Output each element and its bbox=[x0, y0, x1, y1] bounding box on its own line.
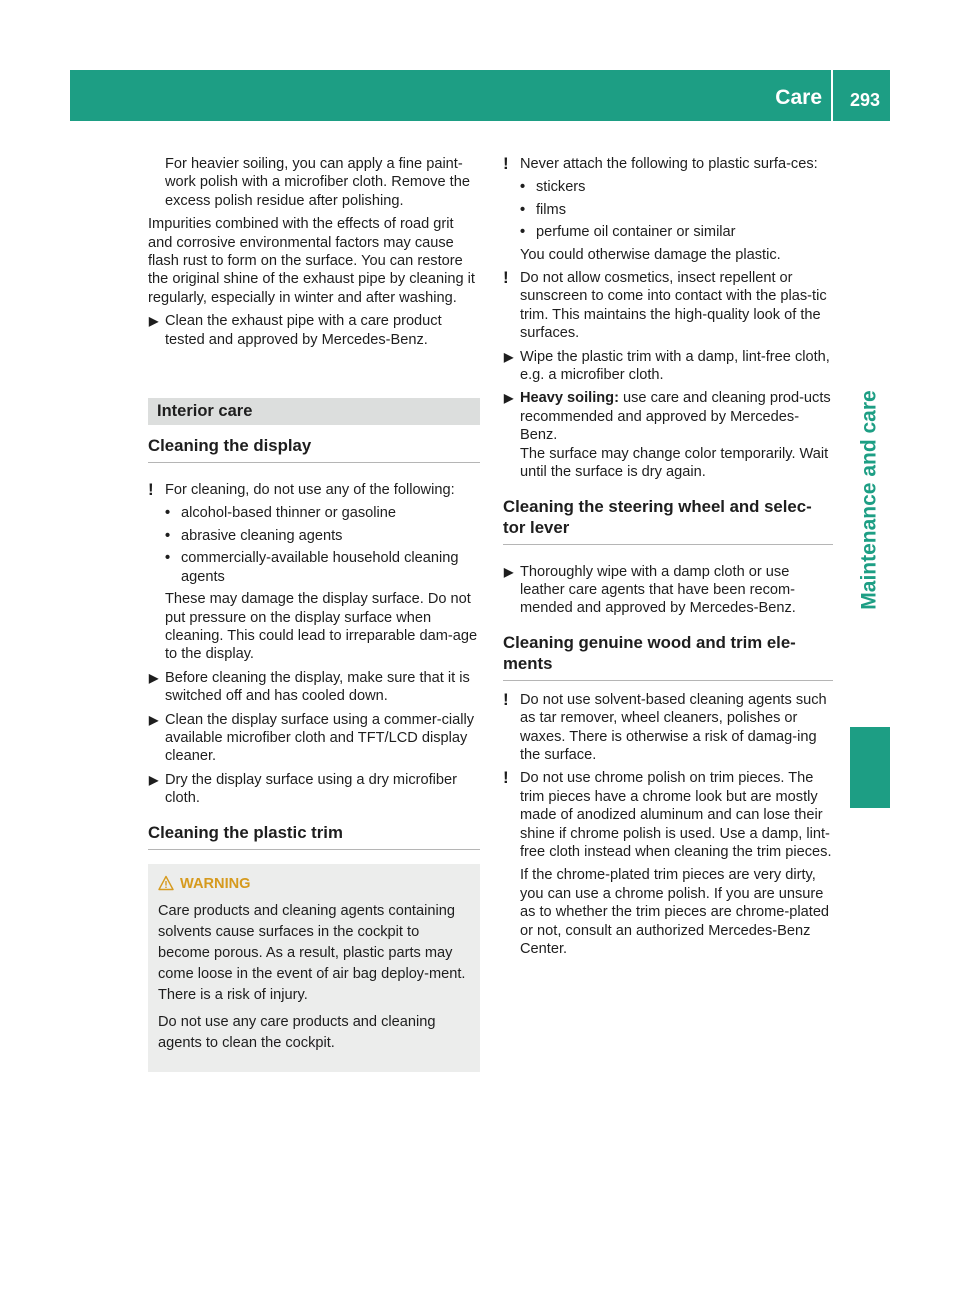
list-item-text: commercially-available household cleaning agents bbox=[181, 550, 459, 585]
warning-paragraph: Care products and cleaning agents containing solvents cause surfaces in the cockpit to become porous. As a result, plastic parts may come loose in the event of air bag deploy-ment. There is a risk of injury. bbox=[158, 902, 466, 1003]
arrow-icon: ▶ bbox=[504, 391, 514, 406]
note-item bbox=[503, 155, 833, 173]
right-column bbox=[503, 155, 833, 963]
step-text: use care and cleaning prod-ucts recommended and approved by Mercedes-Benz. bbox=[520, 390, 831, 444]
heading-steering-wheel: Cleaning the steering wheel and selec-tor lever bbox=[503, 496, 833, 545]
note-text: Do not use solvent-based cleaning agents such as tar remover, wheel cleaners, polishes or waxes. There is otherwise a risk of damag-ing the surface. bbox=[520, 691, 827, 763]
side-tab bbox=[850, 290, 890, 710]
side-tab-label: Maintenance and care bbox=[858, 390, 882, 610]
step-text: Wipe the plastic trim with a damp, lint-free cloth, e.g. a microfiber cloth. bbox=[520, 348, 830, 384]
note-tail: You could otherwise damage the plastic. bbox=[520, 246, 781, 263]
arrow-icon: ▶ bbox=[504, 564, 514, 579]
note-text: For cleaning, do not use any of the following: bbox=[165, 482, 455, 499]
list-item-text: films bbox=[536, 201, 566, 218]
list-item bbox=[503, 178, 833, 196]
step-extra: The surface may change color temporarily. Wait until the surface is dry again. bbox=[520, 445, 829, 481]
warning-box bbox=[148, 864, 480, 1072]
list-item-text: alcohol-based thinner or gasoline bbox=[181, 505, 396, 522]
step-item bbox=[148, 669, 480, 706]
step-item bbox=[503, 563, 833, 618]
bullet-icon: • bbox=[165, 505, 171, 522]
list-item bbox=[503, 201, 833, 219]
left-column bbox=[148, 155, 480, 1072]
step-item bbox=[503, 348, 833, 385]
note-item bbox=[503, 691, 833, 765]
step-item bbox=[148, 312, 480, 349]
bullet-icon: • bbox=[165, 527, 171, 544]
intro-paragraph: For heavier soiling, you can apply a fine paint-work polish with a microfiber cloth. Remove the excess polish residue after polishing. bbox=[165, 156, 470, 209]
warning-paragraph: Do not use any care products and cleaning agents to clean the cockpit. bbox=[158, 1013, 436, 1051]
arrow-icon: ▶ bbox=[149, 772, 159, 787]
list-item bbox=[148, 504, 480, 522]
note-text: Do not allow cosmetics, insect repellent or sunscreen to come into contact with the plas-tic trim. This maintains the high-quality look of the surfaces. bbox=[520, 270, 827, 342]
exclamation-icon: ! bbox=[503, 689, 509, 709]
exhaust-paragraph: Impurities combined with the effects of road grit and corrosive environmental factors may cause flash rust to form on the surface. You can restore the original shine of the exhaust pipe by cleaning it regularly, especially in winter and after washing. bbox=[148, 216, 475, 306]
warning-title bbox=[158, 874, 472, 895]
header-title: Care bbox=[775, 86, 822, 109]
note-tail: These may damage the display surface. Do not put pressure on the display surface when cleaning. This could lead to irreparable dam-age to the display. bbox=[165, 591, 478, 663]
list-item-text: stickers bbox=[536, 179, 586, 196]
step-item bbox=[148, 771, 480, 808]
step-text: Before cleaning the display, make sure that it is switched off and has cooled down. bbox=[165, 669, 470, 705]
step-text: Clean the exhaust pipe with a care product tested and approved by Mercedes-Benz. bbox=[165, 313, 442, 348]
bullet-icon: • bbox=[520, 224, 526, 241]
arrow-icon: ▶ bbox=[149, 314, 159, 329]
list-item bbox=[148, 527, 480, 545]
step-text: Clean the display surface using a commer-cially available microfiber cloth and TFT/LCD display cleaner. bbox=[165, 711, 475, 765]
step-text: Dry the display surface using a dry microfiber cloth. bbox=[165, 771, 457, 807]
step-item bbox=[148, 711, 480, 766]
list-item-text: abrasive cleaning agents bbox=[181, 527, 343, 544]
step-item bbox=[503, 389, 833, 481]
side-block bbox=[850, 727, 890, 808]
arrow-icon: ▶ bbox=[149, 670, 159, 685]
note-tail: If the chrome-plated trim pieces are very dirty, you can use a chrome polish. If you are unsure as to whether the trim pieces are chrome-plated or not, consult an authorized Mercedes-Benz Center. bbox=[520, 867, 830, 957]
header-separator bbox=[831, 70, 833, 121]
note-item bbox=[503, 269, 833, 343]
note-item bbox=[148, 481, 480, 499]
list-item-text: perfume oil container or similar bbox=[536, 224, 736, 241]
heading-cleaning-plastic: Cleaning the plastic trim bbox=[148, 822, 480, 850]
list-item bbox=[148, 549, 480, 586]
heading-cleaning-display: Cleaning the display bbox=[148, 435, 480, 463]
bullet-icon: • bbox=[520, 201, 526, 218]
list-item bbox=[503, 223, 833, 241]
exclamation-icon: ! bbox=[503, 268, 509, 288]
exclamation-icon: ! bbox=[148, 480, 154, 500]
exclamation-icon: ! bbox=[503, 154, 509, 173]
exclamation-icon: ! bbox=[503, 768, 509, 788]
bullet-icon: • bbox=[165, 550, 171, 567]
page-number: 293 bbox=[849, 90, 881, 110]
warning-title-text: WARNING bbox=[180, 875, 251, 892]
step-label: Heavy soiling: bbox=[520, 390, 619, 407]
note-text: Do not use chrome polish on trim pieces. The trim pieces have a chrome look but are mostly made of anodized aluminum and can lose their shine if chrome polish is used. Use a damp, lint-free cloth instead when cleaning the trim pieces. bbox=[520, 770, 832, 860]
heading-wood-trim: Cleaning genuine wood and trim ele-ments bbox=[503, 632, 833, 681]
step-text: Thoroughly wipe with a damp cloth or use leather care agents that have been recom-mended and approved by Mercedes-Benz. bbox=[520, 563, 796, 617]
note-item bbox=[503, 769, 833, 861]
bullet-icon: • bbox=[520, 179, 526, 196]
arrow-icon: ▶ bbox=[504, 349, 514, 364]
warning-triangle-icon bbox=[158, 875, 174, 891]
arrow-icon: ▶ bbox=[149, 712, 159, 727]
section-title: Interior care bbox=[148, 398, 480, 425]
note-text: Never attach the following to plastic surfa-ces: bbox=[520, 156, 818, 172]
